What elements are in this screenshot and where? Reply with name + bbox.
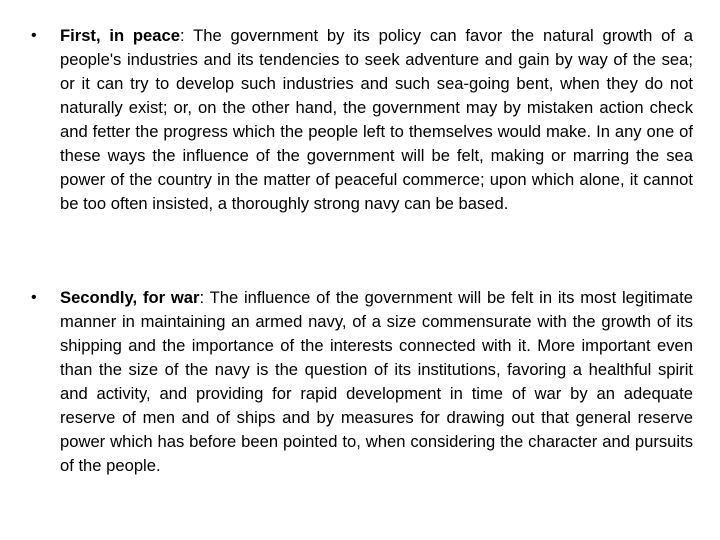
bullet-paragraph-peace xyxy=(60,24,693,216)
bullet-text-peace: : The government by its policy can favor the natural growth of a people's industries and its tendencies to seek adventure and gain by way of the sea; or it can try to develop such industries and such sea-going bent, when they do not naturally exist; or, on the other hand, the government may by mistaken action check and fetter the progress which the people left to themselves would make. In any one of these ways the influence of the government will be felt, making or marring the sea power of the country in the matter of peaceful commerce; upon which alone, it cannot be too often insisted, a thoroughly strong navy can be based. xyxy=(60,26,693,213)
bullet-marker: • xyxy=(31,289,37,306)
bullet-paragraph-war xyxy=(60,286,693,478)
bullet-text-war: : The influence of the government will be felt in its most legitimate manner in maintaining an armed navy, of a size commensurate with the growth of its shipping and the importance of the interests connected with it. More important even than the size of the navy is the question of its institutions, favoring a healthful spirit and activity, and providing for rapid development in time of war by an adequate reserve of men and of ships and by measures for drawing out that general reserve power which has before been pointed to, when considering the character and pursuits of the people. xyxy=(60,288,693,475)
bullet-lead-peace: First, in peace xyxy=(60,26,180,45)
bullet-marker: • xyxy=(31,27,37,44)
bullet-lead-war: Secondly, for war xyxy=(60,288,200,307)
